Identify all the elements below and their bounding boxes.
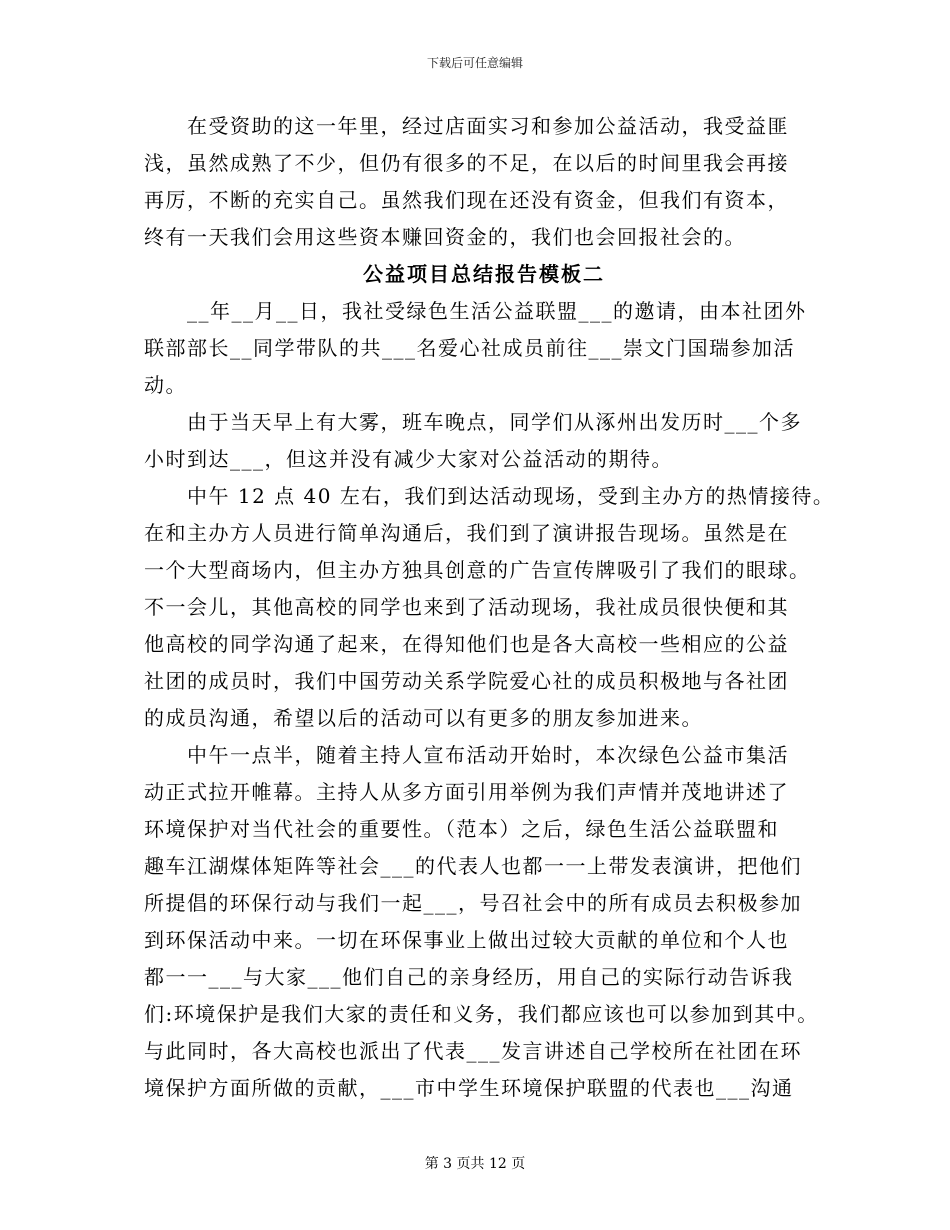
- page-header: 下载后可任意编辑: [426, 56, 523, 70]
- document-body: [144, 108, 835, 1107]
- text-line: 都一一___与大家___他们自己的亲身经历，用自己的实际行动告诉我: [144, 965, 794, 989]
- text-line: 在和主办方人员进行简单沟通后，我们到了演讲报告现场。虽然是在: [144, 521, 789, 545]
- section-title: 公益项目总结报告模板二: [363, 262, 605, 286]
- text-line: 趣车江湖煤体矩阵等社会___的代表人也都一一上带发表演讲，把他们: [144, 854, 802, 878]
- text-line: 他高校的同学沟通了起来，在得知他们也是各大高校一些相应的公益: [144, 632, 789, 656]
- text-line: 再厉，不断的充实自己。虽然我们现在还没有资金，但我们有资本，: [144, 188, 789, 212]
- text-line: 的成员沟通，希望以后的活动可以有更多的朋友参加进来。: [144, 706, 703, 730]
- text-line: 一个大型商场内，但主办方独具创意的广告宣传牌吸引了我们的眼球。: [144, 558, 811, 582]
- text-line: 中午一点半，随着主持人宣布活动开始时，本次绿色公益市集活: [144, 743, 789, 767]
- text-line: 环境保护对当代社会的重要性。（范本）之后，绿色生活公益联盟和: [144, 817, 779, 841]
- text-line: 与此同时，各大高校也派出了代表___发言讲述自己学校所在社团在环: [144, 1039, 802, 1063]
- text-line: 们:环境保护是我们大家的责任和义务，我们都应该也可以参加到其中。: [144, 1002, 819, 1026]
- page-footer: 第 3 页共 12 页: [424, 1156, 526, 1172]
- text-line: __年__月__日，我社受绿色生活公益联盟___的邀请，由本社团外: [144, 299, 807, 323]
- text-line: 社团的成员时，我们中国劳动关系学院爱心社的成员积极地与各社团: [144, 669, 789, 693]
- text-line: 所提倡的环保行动与我们一起___，号召社会中的所有成员去积极参加: [144, 891, 802, 915]
- text-line: 境保护方面所做的贡献，___市中学生环境保护联盟的代表也___沟通: [144, 1076, 794, 1100]
- text-line: 在受资助的这一年里，经过店面实习和参加公益活动，我受益匪: [144, 114, 789, 138]
- text-line: 动正式拉开帷幕。主持人从多方面引用举例为我们声情并茂地讲述了: [144, 780, 789, 804]
- text-line: 联部部长__同学带队的共___名爱心社成员前往___崇文门国瑞参加活: [144, 336, 795, 360]
- text-line: 小时到达___，但这并没有减少大家对公益活动的期待。: [144, 447, 673, 471]
- text-line: 浅，虽然成熟了不少，但仍有很多的不足，在以后的时间里我会再接: [144, 151, 789, 175]
- text-line: 由于当天早上有大雾，班车晚点，同学们从涿州出发历时___个多: [144, 410, 802, 434]
- text-line: 动。: [144, 373, 187, 397]
- text-line: 到环保活动中来。一切在环保事业上做出过较大贡献的单位和个人也: [144, 928, 789, 952]
- text-line: 中午 12 点 40 左右，我们到达活动现场，受到主办方的热情接待。: [144, 484, 835, 508]
- text-line: 不一会儿，其他高校的同学也来到了活动现场，我社成员很快便和其: [144, 595, 789, 619]
- text-line: 终有一天我们会用这些资本赚回资金的，我们也会回报社会的。: [144, 225, 746, 249]
